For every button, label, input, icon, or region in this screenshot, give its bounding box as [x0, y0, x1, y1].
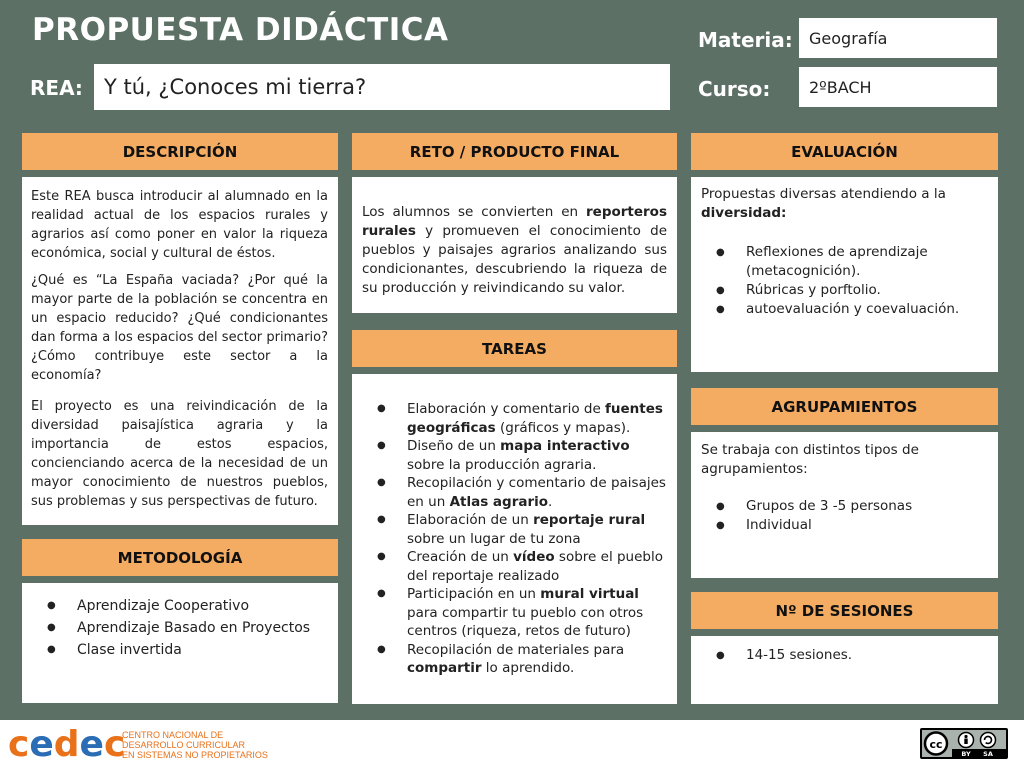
list-item: ● Rúbricas y porftolio.	[691, 281, 990, 300]
list-item: ● Elaboración y comentario de fuentes geográficas (gráficos y mapas).	[352, 400, 669, 437]
list-item: ● Participación en un mural virtual para compartir tu pueblo con otros centros (riqueza, retos de futuro)	[352, 585, 669, 641]
rea-field: Y tú, ¿Conoces mi tierra?	[94, 64, 670, 110]
descripcion-header: DESCRIPCIÓN	[22, 133, 338, 170]
cc-license-badge[interactable]	[920, 728, 1008, 759]
list-item: ● 14-15 sesiones.	[691, 646, 990, 665]
tareas-header: TAREAS	[352, 330, 677, 367]
reto-text-2: y promueven el conocimiento de pueblos y paisajes agrarios analizando sus condicionantes, descubriendo la riqueza de su producción y reivindicando su valor.	[362, 223, 667, 296]
metodologia-header: METODOLOGÍA	[22, 539, 338, 576]
list-item: ● Clase invertida	[22, 639, 338, 661]
agrupamientos-intro: Se trabaja con distintos tipos de agrupamientos:	[701, 442, 919, 477]
list-item: ● Aprendizaje Cooperativo	[22, 595, 338, 617]
reto-header: RETO / PRODUCTO FINAL	[352, 133, 677, 170]
evaluacion-header: EVALUACIÓN	[691, 133, 998, 170]
materia-label: Materia:	[698, 28, 793, 52]
evaluacion-box	[691, 177, 998, 372]
list-item: ● Creación de un vídeo sobre el pueblo del reportaje realizado	[352, 548, 669, 585]
cedec-org-name: CENTRO NACIONAL DE DESARROLLO CURRICULAR EN SISTEMAS NO PROPIETARIOS	[122, 730, 268, 760]
svg-text:cc: cc	[929, 738, 943, 751]
agrupamientos-box	[691, 432, 998, 578]
list-item: ● autoevaluación y coevaluación.	[691, 300, 990, 319]
page-title: PROPUESTA DIDÁCTICA	[32, 12, 449, 48]
sesiones-header: Nº DE SESIONES	[691, 592, 998, 629]
reto-box	[352, 177, 677, 313]
descripcion-p1: Este REA busca introducir al alumnado en la realidad actual de los espacios rurales y agrarios así como poner en valor la riqueza económica, social y cultural de éstos.	[31, 189, 328, 261]
descripcion-box	[22, 177, 338, 525]
cc-license-icon	[922, 730, 1006, 757]
evaluacion-intro: Propuestas diversas atendiendo a la	[701, 186, 946, 202]
reto-bold: reporteros rurales	[362, 204, 667, 239]
sesiones-box	[691, 636, 998, 704]
list-item: ● Individual	[691, 516, 990, 535]
list-item: ● Diseño de un mapa interactivo sobre la producción agraria.	[352, 437, 669, 474]
evaluacion-intro-bold: diversidad:	[701, 205, 787, 221]
cedec-logo[interactable]: cedec	[8, 724, 126, 765]
list-item: ● Recopilación y comentario de paisajes en un Atlas agrario.	[352, 474, 669, 511]
footer	[0, 720, 1024, 768]
list-item: ● Recopilación de materiales para compartir lo aprendido.	[352, 641, 669, 678]
svg-text:BY: BY	[961, 750, 971, 757]
rea-label: REA:	[30, 76, 83, 100]
metodologia-box	[22, 583, 338, 703]
agrupamientos-header: AGRUPAMIENTOS	[691, 388, 998, 425]
descripcion-p2: ¿Qué es “La España vaciada? ¿Por qué la mayor parte de la población se concentra en un espacio reducido? ¿Qué condicionantes dan forma a los espacios del sector primario? ¿Cómo contribuye este sector a la economía?	[31, 273, 328, 383]
list-item: ● Elaboración de un reportaje rural sobre un lugar de tu zona	[352, 511, 669, 548]
tareas-box	[352, 374, 677, 704]
svg-text:SA: SA	[983, 750, 993, 757]
list-item: ● Aprendizaje Basado en Proyectos	[22, 617, 338, 639]
list-item: ● Reflexiones de aprendizaje (metacognición).	[691, 243, 990, 281]
list-item: ● Grupos de 3 -5 personas	[691, 497, 990, 516]
descripcion-p3: El proyecto es una reivindicación de la diversidad paisajística agraria y la importancia de estos espacios, concienciando acerca de la necesidad de un mayor conocimiento de nuestros pueblos, sus problemas y sus perspectivas de futuro.	[31, 399, 328, 509]
materia-field: Geografía	[799, 18, 997, 58]
curso-field: 2ºBACH	[799, 67, 997, 107]
curso-label: Curso:	[698, 77, 771, 101]
reto-text-1: Los alumnos se convierten en	[362, 204, 586, 220]
